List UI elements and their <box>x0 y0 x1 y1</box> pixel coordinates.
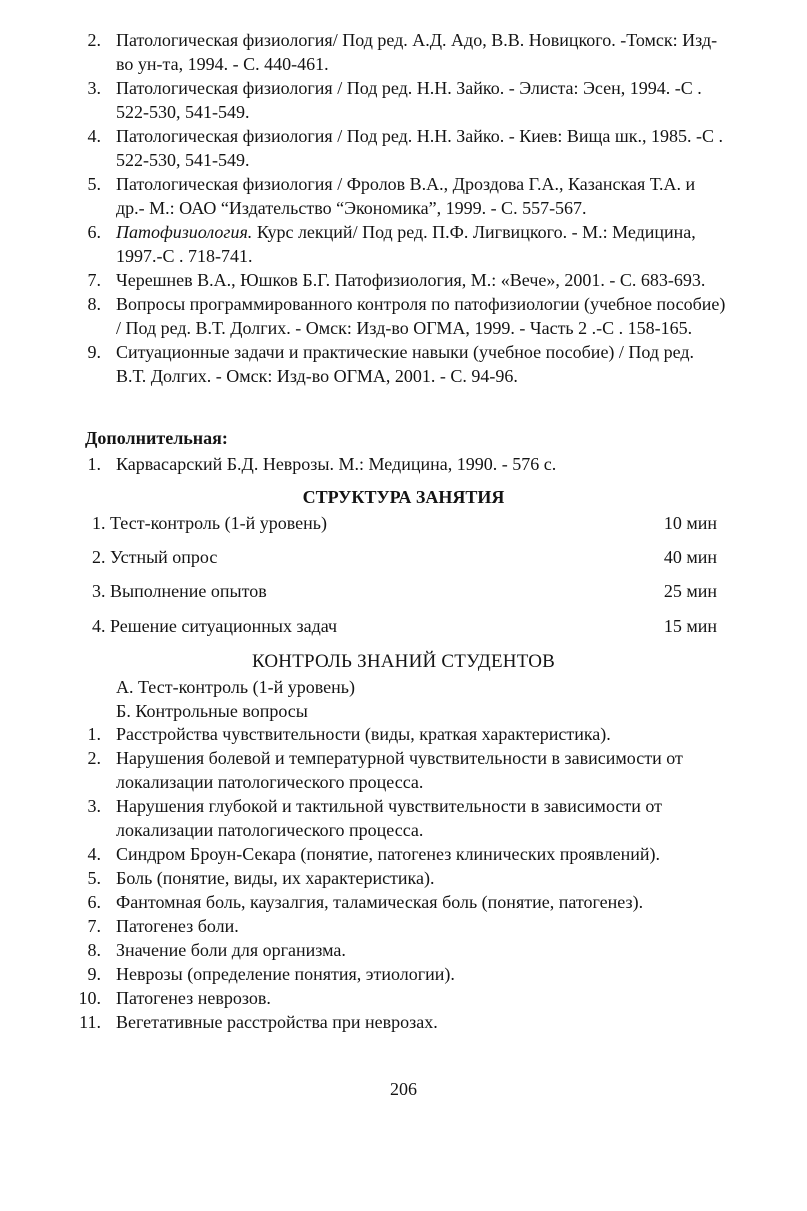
question-text: Вегетативные расстройства при неврозах. <box>116 1012 438 1032</box>
reference-text: Патологическая физиология/ Под ред. А.Д. Адо, В.В. Новицкого. -Томск: Изд-во ун-та, 1994. - С. 440-461. <box>116 30 718 74</box>
structure-time: 10 мин <box>663 513 717 533</box>
structure-heading: СТРУКТУРА ЗАНЯТИЯ <box>302 487 505 507</box>
additional-list <box>0 452 807 476</box>
question-text: Патогенез боли. <box>116 916 239 936</box>
reference-text-rest: Курс лекций/ Под ред. П.Ф. Лигвицкого. - М.: Медицина, 1997.-С . 718-741. <box>116 222 696 266</box>
control-heading: КОНТРОЛЬ ЗНАНИЙ СТУДЕНТОВ <box>251 651 556 672</box>
reference-number: 8. <box>87 294 101 314</box>
question-item <box>0 794 807 842</box>
question-text: Неврозы (определение понятия, этиологии). <box>116 964 455 984</box>
question-number: 2. <box>87 748 101 768</box>
control-sub-a: А. Тест-контроль (1-й уровень) <box>116 677 355 697</box>
reference-text: Патологическая физиология / Под ред. Н.Н. Зайко. - Элиста: Эсен, 1994. -С . 522-530, 541-549. <box>116 78 702 122</box>
additional-heading: Дополнительная: <box>85 428 228 448</box>
control-sub-b: Б. Контрольные вопросы <box>116 701 308 721</box>
page-number: 206 <box>390 1079 417 1099</box>
reference-item <box>0 268 807 292</box>
reference-italic-title: Патофизиология. <box>116 222 253 242</box>
reference-text: Вопросы программированного контроля по патофизиологии (учебное пособие) / Под ред. В.Т. Долгих. - Омск: Изд-во ОГМА, 1999. - Часть 2 .-С . 158-165. <box>116 294 726 338</box>
reference-number: 2. <box>87 30 101 50</box>
structure-label: 3. Выполнение опытов <box>92 581 267 601</box>
question-number: 10. <box>78 988 101 1008</box>
question-item <box>0 986 807 1010</box>
references-list <box>0 28 807 388</box>
question-item <box>0 722 807 746</box>
question-item <box>0 866 807 890</box>
reference-item <box>0 76 807 124</box>
reference-item <box>0 220 807 268</box>
structure-label: 2. Устный опрос <box>92 547 218 567</box>
reference-number: 4. <box>87 126 101 146</box>
question-item <box>0 914 807 938</box>
question-text: Значение боли для организма. <box>116 940 346 960</box>
question-text: Патогенез неврозов. <box>116 988 271 1008</box>
question-number: 5. <box>87 868 101 888</box>
structure-time: 25 мин <box>663 581 717 601</box>
question-text: Боль (понятие, виды, их характеристика). <box>116 868 435 888</box>
reference-text: Патологическая физиология / Фролов В.А., Дроздова Г.А., Казанская Т.А. и др.- М.: ОАО “Издательство “Экономика”, 1999. - С. 557-567. <box>116 174 696 218</box>
reference-number: 3. <box>87 78 101 98</box>
structure-label: 1. Тест-контроль (1-й уровень) <box>92 513 327 533</box>
reference-text: Патологическая физиология / Под ред. Н.Н. Зайко. - Киев: Вища шк., 1985. -С . 522-530, 541-549. <box>116 126 723 170</box>
reference-item <box>0 292 807 340</box>
question-item <box>0 962 807 986</box>
reference-number: 6. <box>87 222 101 242</box>
question-text: Нарушения болевой и температурной чувствительности в зависимости от локализации патологического процесса. <box>116 748 683 792</box>
question-number: 7. <box>87 916 101 936</box>
reference-item <box>0 340 807 388</box>
reference-number: 9. <box>87 342 101 362</box>
question-number: 8. <box>87 940 101 960</box>
question-text: Синдром Броун-Секара (понятие, патогенез клинических проявлений). <box>116 844 660 864</box>
reference-text <box>116 220 727 268</box>
structure-time: 40 мин <box>663 547 717 567</box>
control-questions-list <box>0 722 807 1034</box>
question-number: 3. <box>87 796 101 816</box>
reference-item <box>0 172 807 220</box>
structure-label: 4. Решение ситуационных задач <box>92 616 338 636</box>
reference-item <box>0 124 807 172</box>
question-item <box>0 938 807 962</box>
reference-text: Черешнев В.А., Юшков Б.Г. Патофизиология, М.: «Вече», 2001. - С. 683-693. <box>116 270 706 290</box>
question-text: Нарушения глубокой и тактильной чувствительности в зависимости от локализации патологического процесса. <box>116 796 663 840</box>
reference-text: Ситуационные задачи и практические навыки (учебное пособие) / Под ред. В.Т. Долгих. - Омск: Изд-во ОГМА, 2001. - С. 94-96. <box>116 342 694 386</box>
question-text: Расстройства чувствительности (виды, краткая характеристика). <box>116 724 611 744</box>
question-number: 4. <box>87 844 101 864</box>
reference-number: 7. <box>87 270 101 290</box>
question-number: 1. <box>87 724 101 744</box>
question-text: Фантомная боль, каузалгия, таламическая боль (понятие, патогенез). <box>116 892 644 912</box>
question-item <box>0 746 807 794</box>
question-item <box>0 842 807 866</box>
additional-item <box>0 452 807 476</box>
question-number: 9. <box>87 964 101 984</box>
structure-time: 15 мин <box>663 616 717 636</box>
additional-text: Карвасарский Б.Д. Неврозы. М.: Медицина, 1990. - 576 с. <box>116 454 557 474</box>
reference-item <box>0 28 807 76</box>
additional-number: 1. <box>87 454 101 474</box>
question-item <box>0 890 807 914</box>
question-number: 6. <box>87 892 101 912</box>
reference-number: 5. <box>87 174 101 194</box>
question-item <box>0 1010 807 1034</box>
question-number: 11. <box>79 1012 101 1032</box>
